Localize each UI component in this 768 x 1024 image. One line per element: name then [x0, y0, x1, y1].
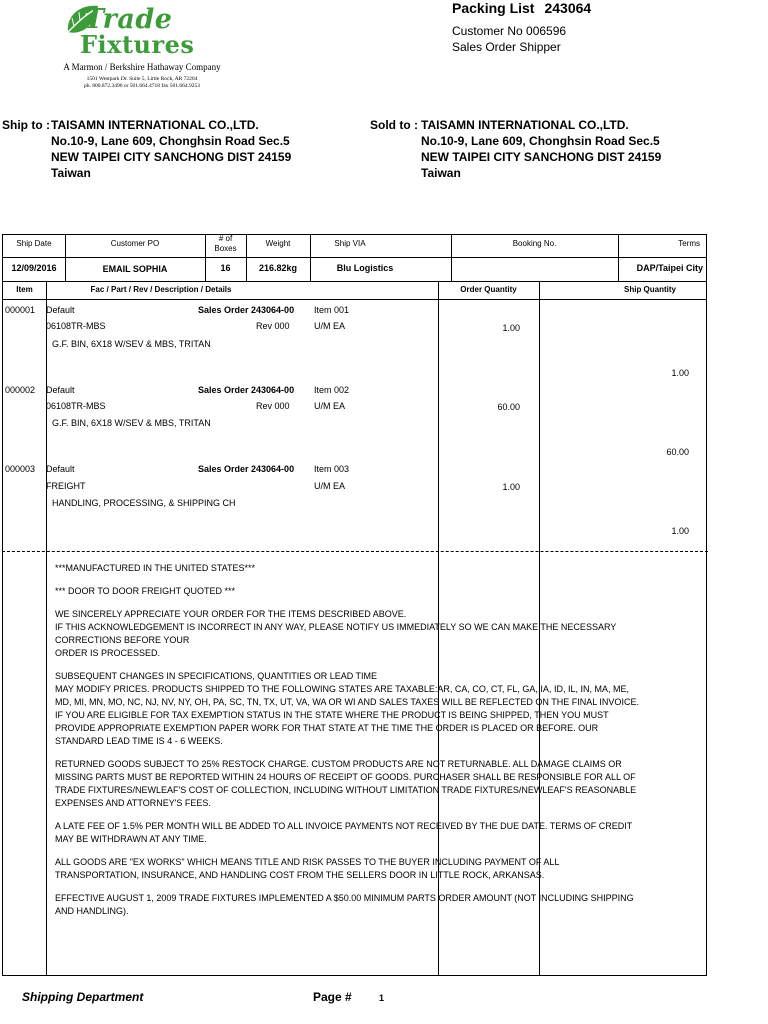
ship-quantity: 60.00	[666, 447, 689, 457]
company-tagline: A Marmon / Berkshire Hathaway Company	[63, 62, 221, 72]
note-paragraph: *** DOOR TO DOOR FREIGHT QUOTED ***	[55, 586, 236, 596]
brand-name-line2: Fixtures	[80, 30, 195, 59]
item-line-number: Item 001	[314, 305, 350, 315]
item-description: G.F. BIN, 6X18 W/SEV & MBS, TRITAN	[52, 339, 211, 349]
row-divider	[3, 299, 706, 300]
ship-via-header: Ship VIA	[334, 239, 366, 248]
sold-to-line: NEW TAIPEI CITY SANCHONG DIST 24159	[421, 150, 662, 164]
sold-to-address	[421, 117, 661, 181]
facility: Default	[46, 464, 75, 474]
part-number: FREIGHT	[46, 481, 86, 491]
sold-to-line: TAISAMN INTERNATIONAL CO.,LTD.	[421, 118, 629, 132]
line-item	[0, 305, 705, 385]
customer-po-value: EMAIL SOPHIA	[102, 264, 168, 274]
item-number: 000003	[5, 464, 36, 474]
facility: Default	[46, 305, 75, 315]
sales-order: Sales Order 243064-00	[198, 385, 295, 395]
note-paragraph: A LATE FEE OF 1.5% PER MONTH WILL BE ADDED TO ALL INVOICE PAYMENTS NOT RECEIVED BY THE DUE DATE. TERMS OF CREDIT MAY BE WITHDRAWN AT ANY TIME.	[55, 821, 633, 844]
weight-value: 216.82kg	[258, 263, 298, 273]
part-number: 06108TR-MBS	[46, 401, 106, 411]
customer-po-header: Customer PO	[110, 239, 160, 248]
weight-header: Weight	[265, 239, 291, 248]
note-paragraph: RETURNED GOODS SUBJECT TO 25% RESTOCK CHARGE. CUSTOM PRODUCTS ARE NOT RETURNABLE. ALL DAMAGE CLAIMS OR MISSING PARTS MUST BE REPORTED WITHIN 24 HOURS OF RECEIPT OF GOODS. PURCHASER SHALL BE RESPONSIBLE FOR ALL OF TRADE FIXTURES/NEWLEAF'S COST OF COLLECTION, INCLUDING WITHOUT LIMITATION TRADE FIXTURES/NEWLEAF'S REASONABLE EXPENSES AND ATTORNEY'S FEES.	[55, 759, 637, 808]
boxes-header-line1: # of	[218, 234, 233, 243]
boxes-header-line2: Boxes	[214, 244, 237, 253]
brand-name-line1: Trade	[84, 4, 173, 35]
item-description: G.F. BIN, 6X18 W/SEV & MBS, TRITAN	[52, 418, 211, 428]
unit-of-measure: U/M EA	[314, 321, 346, 331]
row-divider	[3, 257, 706, 258]
line-item	[0, 385, 705, 465]
shipping-department: Shipping Department	[22, 990, 144, 1004]
unit-of-measure: U/M EA	[314, 401, 346, 411]
document-type: Sales Order Shipper	[452, 40, 561, 54]
ship-via-value: Blu Logistics	[336, 263, 394, 273]
item-description: HANDLING, PROCESSING, & SHIPPING CH	[52, 498, 236, 508]
ship-date-header: Ship Date	[16, 239, 52, 248]
note-paragraph: WE SINCERELY APPRECIATE YOUR ORDER FOR THE ITEMS DESCRIBED ABOVE. IF THIS ACKNOWLEDGEMENT IS INCORRECT IN ANY WAY, PLEASE NOTIFY US IMMEDIATELY SO WE CAN MAKE THE NECESSARY CORRECTIONS BEFORE YOUR ORDER IS PROCESSED.	[55, 609, 617, 658]
sold-to-line: Taiwan	[421, 166, 461, 180]
ship-to-address	[51, 117, 291, 181]
item-header: Item	[16, 285, 33, 294]
dashed-separator	[2, 551, 708, 552]
ship-to-block	[2, 117, 342, 187]
item-line-number: Item 003	[314, 464, 350, 474]
ship-to-line: Taiwan	[51, 166, 91, 180]
customer-number: Customer No 006596	[452, 24, 567, 38]
order-quantity: 1.00	[502, 323, 520, 333]
terms-header: Terms	[678, 239, 700, 248]
page-label: Page #	[313, 990, 352, 1004]
note-paragraph: SUBSEQUENT CHANGES IN SPECIFICATIONS, QUANTITIES OR LEAD TIME MAY MODIFY PRICES. PRODUCTS SHIPPED TO THE FOLLOWING STATES ARE TAXABLE:AR, CA, CO, CT, FL, GA, IA, ID, IL, IN, MA, ME, MD, MI, MN, MO, NC, NJ, NV, NY, OH, PA, SC, TN, TX, UT, VA, WA OR WI AND SALES TAXES WILL BE REFLECTED ON THE FINAL INVOICE. IF YOU ARE ELIGIBLE FOR TAX EXEMPTION STATUS IN THE STATE WHERE THE PRODUCT IS BEING SHIPPED, THEN YOU MUST PROVIDE APPROPRIATE EXEMPTION PAPER WORK FOR THAT STATE AT THE TIME THE ORDER IS PLACED OR BEFORE. OUR STANDARD LEAD TIME IS 4 - 6 WEEKS.	[55, 671, 639, 746]
packing-list-title	[452, 0, 591, 16]
boxes-value: 16	[220, 263, 231, 273]
sold-to-label: Sold to :	[370, 118, 418, 132]
order-quantity: 1.00	[502, 482, 520, 492]
company-address-line1: 1501 Westpark Dr. Suite 5, Little Rock, AR 72204	[86, 76, 198, 82]
revision: Rev 000	[256, 321, 290, 331]
sold-to-block	[370, 117, 710, 187]
sold-to-line: No.10-9, Lane 609, Chonghsin Road Sec.5	[421, 134, 660, 148]
order-quantity: 60.00	[497, 402, 520, 412]
part-number: 06108TR-MBS	[46, 321, 106, 331]
ship-quantity: 1.00	[671, 368, 689, 378]
sales-order: Sales Order 243064-00	[198, 305, 295, 315]
facility: Default	[46, 385, 75, 395]
ship-to-line: NEW TAIPEI CITY SANCHONG DIST 24159	[51, 150, 292, 164]
boxes-header	[205, 234, 246, 254]
company-address	[42, 76, 242, 90]
ship-quantity: 1.00	[671, 526, 689, 536]
item-number: 000002	[5, 385, 36, 395]
ship-to-line: No.10-9, Lane 609, Chonghsin Road Sec.5	[51, 134, 290, 148]
ship-to-label: Ship to :	[2, 118, 50, 132]
packing-list-label: Packing List	[452, 0, 535, 16]
note-paragraph: EFFECTIVE AUGUST 1, 2009 TRADE FIXTURES IMPLEMENTED A $50.00 MINIMUM PARTS ORDER AMOUNT (NOT INCLUDING SHIPPING AND HANDLING).	[55, 893, 634, 916]
revision: Rev 000	[256, 401, 290, 411]
ship-date-value: 12/09/2016	[11, 263, 57, 273]
item-number: 000001	[5, 305, 36, 315]
item-line-number: Item 002	[314, 385, 350, 395]
unit-of-measure: U/M EA	[314, 481, 346, 491]
terms-notes	[55, 562, 705, 928]
note-paragraph: ALL GOODS ARE "EX WORKS" WHICH MEANS TITLE AND RISK PASSES TO THE BUYER INCLUDING PAYMENT OF ALL TRANSPORTATION, INSURANCE, AND HANDLING COST FROM THE SELLERS DOOR IN LITTLE ROCK, ARKANSAS.	[55, 857, 560, 880]
company-logo	[40, 0, 260, 95]
ship-quantity-header: Ship Quantity	[624, 285, 676, 294]
page-number: 1	[379, 993, 385, 1003]
description-header: Fac / Part / Rev / Description / Details	[90, 285, 232, 294]
packing-list-number: 243064	[544, 0, 592, 16]
row-divider	[3, 281, 706, 282]
note-paragraph: ***MANUFACTURED IN THE UNITED STATES***	[55, 563, 256, 573]
line-item	[0, 464, 705, 544]
company-contact-line: ph. 800.872.3490 or 501.664.4718 fax 501.664.9253	[83, 83, 201, 89]
sales-order: Sales Order 243064-00	[198, 464, 295, 474]
terms-value: DAP/Taipei City	[636, 263, 703, 273]
ship-to-line: TAISAMN INTERNATIONAL CO.,LTD.	[51, 118, 259, 132]
order-quantity-header: Order Quantity	[460, 285, 517, 294]
booking-no-header: Booking No.	[512, 239, 557, 248]
